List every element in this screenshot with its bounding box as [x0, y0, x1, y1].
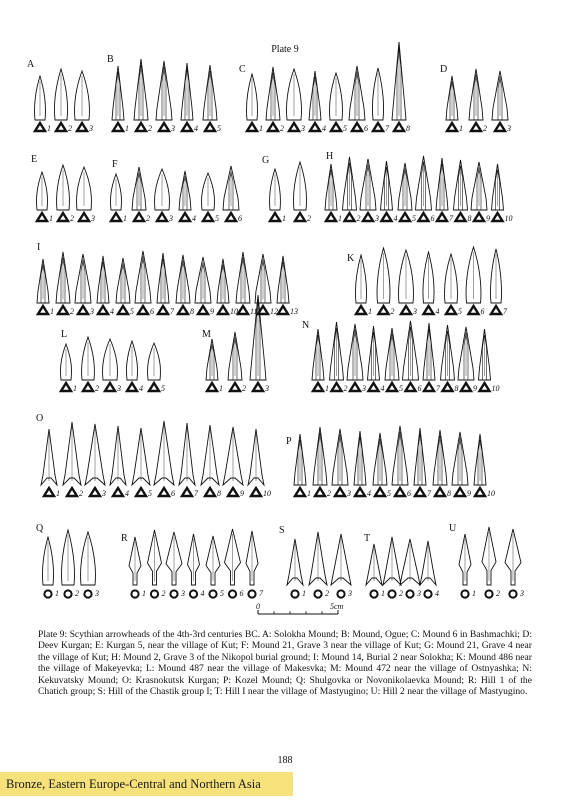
arrowhead-number: 7: [259, 589, 263, 598]
arrowhead-drawing: [277, 256, 298, 316]
arrowhead-drawing: [129, 537, 146, 598]
arrowhead-number: 9: [486, 214, 490, 223]
group-letter: Q: [36, 523, 44, 534]
arrowhead-number: 1: [219, 384, 223, 393]
arrowhead-number: 5: [458, 307, 462, 316]
arrowhead-number: 3: [181, 589, 185, 598]
arrowhead-number: 8: [217, 489, 221, 498]
arrowhead-drawing: [195, 257, 214, 316]
arrowhead-drawing: [103, 339, 121, 393]
arrowhead-drawing: [202, 173, 219, 223]
arrowhead-drawing: [116, 258, 134, 316]
arrowhead-number: 1: [307, 489, 311, 498]
arrowhead-group-a: [27, 59, 93, 133]
arrowhead-number: 10: [487, 489, 495, 498]
arrowhead-number: 9: [240, 489, 244, 498]
arrowhead-drawing: [236, 252, 257, 316]
arrowhead-number: 9: [467, 489, 471, 498]
arrowhead-drawing: [225, 529, 244, 598]
arrowhead-drawing: [112, 66, 129, 133]
group-letter: R: [121, 533, 128, 544]
arrowhead-drawing: [246, 531, 264, 598]
arrowhead-number: 3: [169, 214, 173, 223]
arrowhead-drawing: [206, 339, 223, 393]
arrowhead-drawing: [206, 536, 224, 598]
arrowhead-number: 7: [449, 214, 453, 223]
arrowhead-drawing: [441, 325, 459, 393]
arrowhead-number: 5: [412, 214, 416, 223]
arrowhead-drawing: [423, 323, 441, 393]
arrowhead-drawing: [471, 162, 490, 223]
arrowhead-group-g: [262, 155, 311, 223]
arrowhead-drawing: [309, 71, 326, 133]
arrowhead-group-p: [286, 426, 495, 498]
arrowhead-number: 2: [68, 124, 72, 133]
group-letter: D: [440, 64, 448, 75]
arrowhead-drawing: [452, 432, 471, 498]
arrowhead-drawing: [360, 159, 379, 223]
scale-end-label: 5cm: [330, 602, 344, 611]
arrowhead-number: 2: [280, 124, 284, 133]
arrowhead-number: 4: [380, 384, 385, 393]
arrowhead-number: 1: [55, 589, 59, 598]
arrowhead-drawing: [156, 61, 175, 133]
arrowhead-number: 4: [110, 307, 114, 316]
arrowhead-number: 3: [362, 384, 366, 393]
arrowhead-group-u: [449, 523, 524, 598]
arrowhead-drawing: [492, 71, 511, 133]
arrowhead-drawing: [347, 324, 366, 393]
arrowhead-number: 4: [194, 124, 198, 133]
arrowhead-drawing: [247, 74, 263, 133]
arrowhead-group-e: [31, 154, 95, 223]
arrowhead-number: 3: [265, 384, 269, 393]
arrowhead-number: 2: [70, 307, 74, 316]
arrowhead-number: 1: [50, 307, 54, 316]
arrowhead-drawing: [330, 322, 348, 393]
arrowhead-number: 2: [95, 384, 99, 393]
arrowhead-drawing: [62, 530, 79, 598]
group-letter: P: [286, 436, 292, 447]
arrowhead-number: 3: [117, 384, 121, 393]
arrowhead-number: 2: [161, 589, 166, 598]
arrowhead-drawing: [366, 544, 385, 598]
arrowhead-drawing: [217, 259, 238, 316]
arrowhead-drawing: [398, 163, 416, 223]
arrowhead-number: 1: [142, 589, 146, 598]
arrowhead-number: 3: [102, 489, 106, 498]
arrowhead-number: 10: [504, 214, 513, 223]
arrowhead-drawing: [343, 157, 361, 223]
arrowhead-drawing: [55, 69, 72, 133]
arrowhead-drawing: [37, 259, 54, 316]
arrowhead-drawing: [399, 250, 417, 316]
arrowhead-number: 2: [70, 214, 74, 223]
arrowhead-drawing: [266, 67, 284, 133]
arrowhead-group-f: [111, 159, 242, 223]
arrowhead-number: 5: [215, 214, 219, 223]
arrowhead-drawing: [373, 433, 391, 498]
arrowhead-drawing: [420, 541, 439, 598]
arrowhead-number: 6: [480, 307, 485, 316]
arrowhead-number: 5: [220, 589, 224, 598]
arrowhead-number: 4: [125, 489, 129, 498]
arrowhead-drawing: [474, 434, 495, 498]
arrowhead-drawing: [445, 254, 462, 316]
arrowhead-number: 1: [49, 214, 53, 223]
arrowhead-number: 7: [503, 307, 507, 316]
arrowhead-drawing: [403, 321, 422, 393]
arrowhead-number: 9: [473, 384, 477, 393]
arrowhead-drawing: [75, 254, 94, 316]
arrowhead-drawing: [385, 328, 403, 393]
arrowhead-number: 2: [325, 589, 329, 598]
arrowhead-drawing: [155, 169, 173, 223]
arrowhead-number: 8: [467, 214, 472, 223]
arrowhead-number: 8: [190, 307, 194, 316]
arrowhead-group-l: [61, 329, 165, 393]
arrowhead-number: 7: [436, 384, 440, 393]
arrowhead-drawing: [392, 42, 410, 133]
arrowhead-drawing: [294, 434, 311, 498]
arrowhead-group-k: [347, 247, 508, 316]
arrowhead-number: 1: [459, 124, 463, 133]
arrowhead-number: 1: [259, 124, 263, 133]
arrowhead-drawing: [491, 249, 508, 316]
arrowhead-number: 6: [364, 124, 368, 133]
arrowhead-drawing: [223, 427, 244, 498]
arrowhead-number: 2: [356, 214, 361, 223]
group-letter: I: [37, 242, 41, 253]
arrowhead-drawing: [43, 537, 59, 598]
arrowhead-drawing: [132, 167, 150, 223]
arrowhead-number: 4: [367, 489, 371, 498]
arrowhead-drawing: [85, 424, 106, 498]
arrowhead-drawing: [356, 255, 372, 316]
arrowhead-number: 10: [491, 384, 500, 393]
arrowhead-drawing: [201, 425, 221, 498]
arrowhead-drawing: [469, 69, 487, 133]
arrowhead-number: 1: [282, 214, 286, 223]
arrowhead-number: 5: [161, 384, 165, 393]
footer-text: Bronze, Eastern Europe-Central and Northern Asia: [6, 777, 261, 791]
arrowhead-number: 2: [390, 307, 395, 316]
group-letter: U: [449, 523, 457, 534]
arrowhead-group-d: [440, 64, 511, 133]
arrowhead-number: 6: [171, 489, 175, 498]
arrowhead-number: 2: [496, 589, 500, 598]
arrowhead-drawing: [270, 169, 286, 223]
arrowhead-drawing: [354, 431, 371, 498]
page-number: 188: [277, 755, 293, 766]
group-letter: M: [202, 329, 211, 340]
arrowhead-drawing: [368, 326, 385, 393]
arrowhead-drawing: [179, 423, 199, 498]
arrowhead-number: 2: [327, 489, 331, 498]
arrowhead-drawing: [332, 429, 351, 498]
arrowhead-drawing: [400, 539, 421, 598]
arrowhead-number: 1: [472, 589, 476, 598]
arrowhead-drawing: [166, 532, 185, 598]
arrowhead-group-s: [279, 525, 352, 598]
arrowhead-number: 1: [325, 384, 329, 393]
arrowhead-drawing: [505, 529, 524, 598]
arrowhead-number: 2: [242, 384, 246, 393]
arrowhead-number: 8: [454, 384, 459, 393]
arrowhead-number: 3: [507, 124, 511, 133]
arrowhead-drawing: [309, 532, 329, 598]
plate-title: Plate 9: [271, 44, 299, 55]
arrowhead-drawing: [381, 161, 398, 223]
arrowhead-drawing: [35, 76, 51, 133]
arrowhead-number: 10: [230, 307, 238, 316]
arrowhead-drawing: [82, 337, 99, 393]
arrowhead-drawing: [458, 327, 477, 393]
arrowhead-number: 2: [148, 124, 152, 133]
arrowhead-number: 2: [146, 214, 150, 223]
arrowhead-number: 3: [348, 589, 352, 598]
arrowhead-number: 6: [430, 214, 435, 223]
arrowhead-number: 3: [95, 589, 99, 598]
arrowhead-number: 10: [263, 489, 271, 498]
arrowhead-drawing: [188, 534, 205, 598]
arrowhead-number: 1: [125, 124, 129, 133]
arrowhead-drawing: [148, 530, 166, 598]
arrowhead-number: 1: [338, 214, 342, 223]
arrowhead-drawing: [392, 426, 411, 498]
arrowhead-group-n: [302, 320, 500, 393]
arrowhead-drawing: [63, 422, 83, 498]
arrowhead-drawing: [313, 427, 331, 498]
arrowhead-group-t: [364, 533, 439, 598]
arrowhead-drawing: [61, 344, 77, 393]
arrowhead-drawing: [176, 255, 194, 316]
group-letter: O: [36, 413, 44, 424]
arrowhead-number: 4: [322, 124, 326, 133]
arrowhead-drawing: [203, 65, 221, 133]
arrowhead-drawing: [294, 162, 311, 223]
group-letter: G: [262, 155, 270, 166]
arrowhead-group-c: [239, 42, 410, 133]
arrowhead-number: 8: [406, 124, 410, 133]
arrowhead-drawing: [482, 527, 500, 598]
arrowhead-drawing: [492, 164, 513, 223]
arrowhead-number: 3: [171, 124, 175, 133]
arrowhead-group-o: [36, 413, 271, 498]
footer-category-band: [0, 772, 293, 796]
arrowhead-number: 6: [238, 214, 242, 223]
arrowhead-drawing: [134, 59, 152, 133]
arrowhead-number: 8: [447, 489, 451, 498]
arrowhead-group-r: [121, 529, 264, 598]
group-letter: H: [326, 151, 334, 162]
arrowhead-number: 4: [139, 384, 143, 393]
figure-caption: Plate 9: Scythian arrowheads of the 4th-3rd centuries BC. A: Solokha Mound; B: Mound, Ogue; C: Mound 6 in Bashmachki; D: Deev Kurgan; E: Kurgan 5, near the village of Kut; F: Mound 21, Grave 3 near the village of Kut; G: Mound 21, Grave 4 near the village of Kut; H: Mound 2, Grave 3 of the Nikopol burial ground; I: Mound 14, Burial 2 near Solokha; K: Mound 486 near the village of Makeyevka; L: Mound 487 near the village of Makesvka; M: Mound 472 near the village of Ostnyashka; N: Kekuvatsky Mound; O: Krasnokutsk Kurgan; P: Kozel Mound; Q: Shulgovka or Novonikolaevka Mound; R: Hill 1 of the Chatich group; S: Hill of the Chastik group I; T: Hill I near the village of Mastyugino; U: Hill 2 near the village of Mastyugino.: [38, 629, 532, 698]
arrowhead-drawing: [132, 428, 152, 498]
group-letter: C: [239, 64, 246, 75]
arrowhead-number: 3: [89, 124, 93, 133]
group-letter: B: [107, 54, 114, 65]
arrowhead-drawing: [377, 248, 394, 316]
arrowhead-drawing: [416, 156, 435, 223]
arrowhead-drawing: [436, 158, 454, 223]
arrowhead-number: 7: [427, 489, 431, 498]
arrowhead-number: 2: [399, 589, 403, 598]
arrowhead-number: 2: [343, 384, 348, 393]
arrowhead-drawing: [423, 252, 439, 316]
arrowhead-drawing: [81, 532, 99, 598]
arrowhead-drawing: [454, 160, 472, 223]
group-letter: K: [347, 253, 355, 264]
arrowhead-number: 1: [368, 307, 372, 316]
arrowhead-number: 5: [343, 124, 347, 133]
arrowhead-group-b: [107, 54, 221, 133]
arrowhead-number: 7: [170, 307, 174, 316]
arrowhead-number: 3: [301, 124, 305, 133]
arrowhead-number: 4: [435, 589, 439, 598]
arrowhead-number: 4: [393, 214, 398, 223]
arrowhead-number: 4: [200, 589, 205, 598]
arrowhead-drawing: [154, 421, 175, 498]
group-letter: F: [112, 159, 118, 170]
arrowhead-drawing: [223, 166, 242, 223]
arrowhead-number: 7: [194, 489, 198, 498]
arrowhead-number: 4: [192, 214, 196, 223]
arrowhead-drawing: [37, 172, 53, 223]
arrowhead-number: 7: [385, 124, 389, 133]
arrowhead-drawing: [466, 247, 484, 316]
arrowhead-drawing: [287, 539, 306, 598]
arrowhead-drawing: [228, 332, 246, 393]
arrowhead-number: 6: [150, 307, 154, 316]
arrowhead-drawing: [459, 534, 476, 598]
arrowhead-drawing: [77, 167, 95, 223]
arrowhead-number: 3: [347, 489, 351, 498]
arrowhead-drawing: [111, 174, 127, 223]
arrowhead-drawing: [135, 251, 154, 316]
arrowhead-group-q: [36, 523, 99, 598]
arrowhead-drawing: [479, 329, 500, 393]
arrowhead-number: 1: [56, 489, 60, 498]
arrowhead-number: 2: [483, 124, 487, 133]
arrowhead-drawing: [157, 253, 175, 316]
arrowhead-drawing: [148, 343, 165, 393]
arrowhead-number: 1: [302, 589, 306, 598]
arrowhead-number: 6: [239, 589, 244, 598]
arrowhead-number: 1: [123, 214, 127, 223]
arrowhead-number: 3: [520, 589, 524, 598]
arrowhead-drawing: [287, 69, 305, 133]
arrowhead-number: 3: [417, 589, 421, 598]
arrowhead-number: 6: [417, 384, 422, 393]
scale-bar: [256, 602, 344, 614]
arrowhead-drawing: [97, 256, 114, 316]
arrowhead-drawing: [110, 426, 129, 498]
arrowhead-number: 4: [435, 307, 440, 316]
arrowhead-number: 11: [250, 307, 258, 316]
arrowhead-drawing: [433, 430, 451, 498]
arrowhead-drawing: [127, 341, 143, 393]
arrowhead-number: 2: [79, 489, 83, 498]
arrowhead-drawing: [349, 66, 368, 133]
arrowhead-drawing: [179, 171, 196, 223]
arrowhead-number: 5: [148, 489, 152, 498]
arrowhead-number: 5: [130, 307, 134, 316]
arrowhead-drawing: [330, 73, 347, 133]
arrowhead-drawing: [75, 71, 93, 133]
arrowhead-number: 3: [413, 307, 417, 316]
arrowhead-number: 12: [270, 307, 278, 316]
arrowhead-drawing: [56, 252, 74, 316]
arrowhead-number: 5: [399, 384, 403, 393]
group-letter: E: [31, 154, 38, 165]
arrowhead-drawing: [414, 428, 432, 498]
arrowhead-number: 1: [381, 589, 385, 598]
arrowhead-number: 2: [307, 214, 311, 223]
arrowhead-number: 3: [90, 307, 94, 316]
group-letter: L: [61, 329, 68, 340]
arrowhead-drawing: [181, 63, 198, 133]
arrowhead-drawing: [383, 537, 403, 598]
arrowhead-number: 5: [217, 124, 221, 133]
scale-start-label: 0: [256, 602, 260, 611]
arrowhead-drawing: [373, 68, 390, 133]
group-letter: A: [27, 59, 35, 70]
arrowhead-drawing: [248, 429, 271, 498]
arrowhead-number: 3: [91, 214, 95, 223]
arrowhead-drawing: [312, 329, 329, 393]
arrowhead-number: 9: [210, 307, 214, 316]
group-letter: T: [364, 533, 371, 544]
arrowhead-number: 1: [47, 124, 51, 133]
group-letter: S: [279, 525, 285, 536]
arrowhead-number: 13: [290, 307, 298, 316]
arrowhead-drawing: [41, 429, 60, 498]
arrowhead-drawing: [57, 165, 74, 223]
arrowhead-group-h: [325, 151, 513, 223]
arrowhead-drawing: [331, 534, 352, 598]
arrowhead-number: 3: [375, 214, 379, 223]
arrowhead-drawing: [446, 76, 463, 133]
arrowhead-number: 2: [75, 589, 79, 598]
arrowhead-number: 5: [387, 489, 391, 498]
arrowhead-number: 6: [407, 489, 411, 498]
arrowhead-drawing: [325, 164, 342, 223]
arrowhead-number: 1: [73, 384, 77, 393]
group-letter: N: [302, 320, 310, 331]
